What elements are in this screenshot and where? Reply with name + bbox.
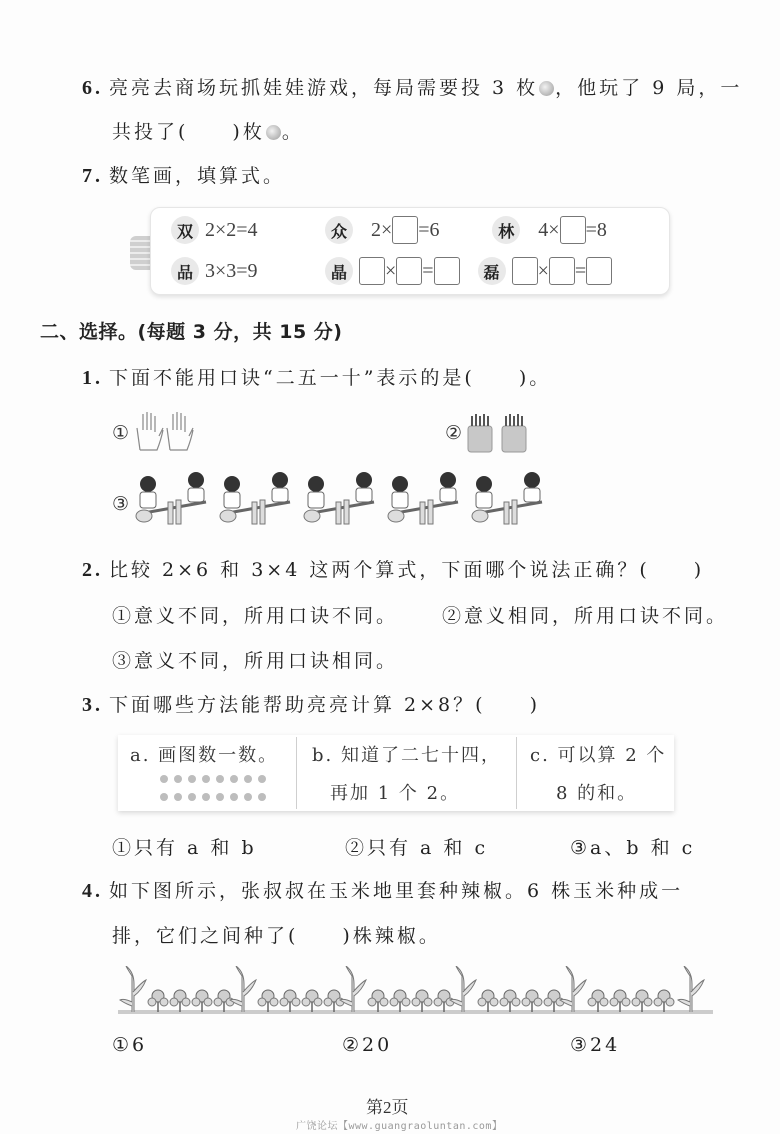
divider xyxy=(516,737,517,809)
question-text: )枚 xyxy=(232,121,265,143)
option-3[interactable]: ③a、b 和 c xyxy=(570,837,696,859)
method-c xyxy=(530,735,670,811)
answer-box[interactable] xyxy=(560,216,586,244)
question-text: )。 xyxy=(518,367,552,389)
answer-box[interactable] xyxy=(512,257,538,285)
stroke-row-2 xyxy=(171,257,612,285)
question-text: 数笔画，填算式。 xyxy=(109,165,286,187)
equals-sign: = xyxy=(422,259,434,282)
coin-icon xyxy=(266,125,281,140)
pencil-cups-image xyxy=(466,410,528,454)
option-3[interactable]: ③24 xyxy=(570,1034,621,1056)
method-b xyxy=(312,735,512,811)
choice-question-4-line2 xyxy=(112,921,441,948)
question-text: 如下图所示，张叔叔在玉米地里套种辣椒。6 株玉米种成一 xyxy=(109,880,684,902)
question-6-line2 xyxy=(112,117,304,144)
choice-question-3 xyxy=(82,690,540,717)
option-1[interactable]: ①6 xyxy=(112,1034,148,1056)
question-number: 3. xyxy=(82,694,103,716)
dots-row-2 xyxy=(160,793,272,801)
equals-sign: = xyxy=(574,259,587,282)
method-text: c. 可以算 2 个 xyxy=(530,745,667,766)
question-text: 下面不能用口诀“二五一十”表示的是( xyxy=(109,367,475,389)
corn-pepper-row-image xyxy=(118,966,713,1016)
question-number: 2. xyxy=(82,559,103,581)
question-text: 排，它们之间种了( xyxy=(112,925,299,947)
divider xyxy=(296,737,297,809)
watermark: 广饶论坛【www.guangraoluntan.com】 xyxy=(296,1121,503,1132)
char-circle: 双 xyxy=(171,216,199,244)
box-tab-decoration xyxy=(130,236,152,270)
answer-box[interactable] xyxy=(586,257,612,285)
equation: 3×3=9 xyxy=(205,259,258,282)
answer-box[interactable] xyxy=(392,216,418,244)
answer-box[interactable] xyxy=(396,257,422,285)
answer-box[interactable] xyxy=(359,257,385,285)
method-a xyxy=(130,735,300,811)
option-mark: ② xyxy=(445,422,463,444)
equation-part: 4× xyxy=(538,218,560,241)
question-text: ) xyxy=(693,559,705,581)
method-text: 再加 1 个 2。 xyxy=(330,783,461,804)
equation: 2×2=4 xyxy=(205,218,258,241)
section-title: 二、选择。(每题 3 分，共 15 分) xyxy=(40,321,343,343)
question-text: 下面哪些方法能帮助亮亮计算 2×8？( xyxy=(109,694,486,716)
option-1[interactable]: ①只有 a 和 b xyxy=(112,837,257,859)
answer-box[interactable] xyxy=(549,257,575,285)
equation-part: =8 xyxy=(585,218,607,241)
question-text: 亮亮去商场玩抓娃娃游戏，每局需要投 3 枚 xyxy=(109,77,539,99)
page-number: 第2页 xyxy=(366,1098,409,1117)
times-sign: × xyxy=(537,259,549,282)
seesaws-image xyxy=(134,472,554,528)
coin-icon xyxy=(539,81,554,96)
equation-part: 2× xyxy=(371,218,393,241)
method-text: a. 画图数一数。 xyxy=(130,745,279,766)
option-mark: ① xyxy=(112,422,130,444)
option-mark: ③ xyxy=(112,493,130,515)
times-sign: × xyxy=(385,259,397,282)
option-2[interactable]: ②只有 a 和 c xyxy=(345,837,489,859)
question-text: 共投了( xyxy=(112,121,189,143)
question-6-line1 xyxy=(82,73,742,100)
methods-box xyxy=(118,735,674,811)
char-circle: 林 xyxy=(492,216,520,244)
question-text: ，他玩了 9 局，一 xyxy=(555,77,743,99)
question-text: ) xyxy=(529,694,540,716)
method-text: b. 知道了二七十四， xyxy=(312,745,501,766)
stroke-row-1 xyxy=(171,216,607,244)
dots-row-1 xyxy=(160,775,272,783)
option-1[interactable]: ①意义不同，所用口诀不同。 xyxy=(112,605,399,627)
option-2[interactable]: ②20 xyxy=(342,1034,393,1056)
char-circle: 品 xyxy=(171,257,199,285)
question-7 xyxy=(82,161,285,188)
equation-part: =6 xyxy=(418,218,440,241)
choice-question-2 xyxy=(82,555,704,582)
two-hands-image xyxy=(135,410,195,454)
char-circle: 磊 xyxy=(478,257,506,285)
option-3[interactable]: ③意义不同，所用口诀相同。 xyxy=(112,650,399,672)
method-text: 8 的和。 xyxy=(556,783,638,804)
choice-question-4 xyxy=(82,876,683,903)
char-circle: 众 xyxy=(325,216,353,244)
char-circle: 晶 xyxy=(325,257,353,285)
stroke-count-box xyxy=(150,207,670,295)
question-number: 7. xyxy=(82,165,103,187)
question-text: )株辣椒。 xyxy=(342,925,441,947)
choice-question-1 xyxy=(82,363,551,390)
question-text: 比较 2×6 和 3×4 这两个算式，下面哪个说法正确？( xyxy=(109,559,650,581)
option-2[interactable]: ②意义相同，所用口诀不同。 xyxy=(442,605,729,627)
answer-box[interactable] xyxy=(434,257,460,285)
question-number: 4. xyxy=(82,880,103,902)
question-number: 1. xyxy=(82,367,103,389)
question-text: 。 xyxy=(281,121,304,143)
question-number: 6. xyxy=(82,77,103,99)
